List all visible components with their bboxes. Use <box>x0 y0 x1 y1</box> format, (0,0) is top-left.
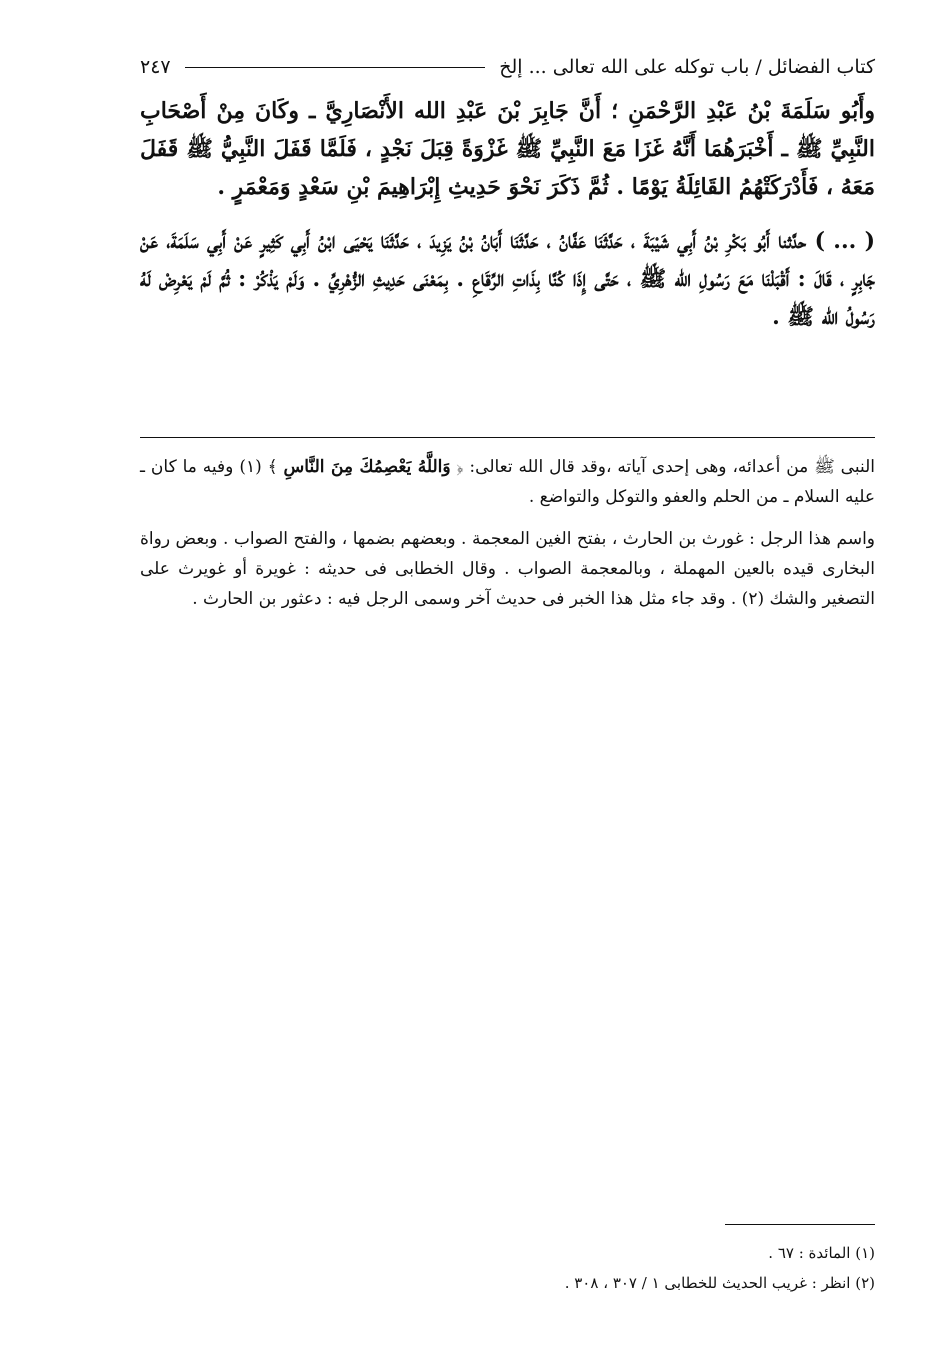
page-number: ٢٤٧ <box>140 56 171 78</box>
commentary-p1-start: النبى ﷺ من أعدائه، وهى إحدى آياته ،وقد قال الله تعالى: ﴿ <box>450 457 875 477</box>
hadith-paragraph-1: وأَبُو سَلَمَةَ بْنُ عَبْدِ الرَّحْمَنِ ؛ أَنَّ جَابِرَ بْنَ عَبْدِ الله الأَنْصَارِيَّ ـ وكَانَ مِنْ أَصْحَابِ النَّبِيِّ ﷺ ـ أَخْبَرَهُمَا أَنَّهُ غَزَا مَعَ النَّبِيِّ ﷺ غَزْوَةً قِبَلَ نَجْدٍ ، فَلَمَّا قَفَلَ النَّبِيُّ ﷺ قَفَلَ مَعَهُ ، فَأَدْرَكَتْهُمُ القَائِلَةُ يَوْمًا . ثُمَّ ذَكَرَ نَحْوَ حَدِيثِ إِبْرَاهِيمَ بْنِ سَعْدٍ وَمَعْمَرٍ . <box>140 98 875 200</box>
hadith-paragraph-2: ( ... ) حدَّثنا أَبُو بَكْرِ بْنُ أَبِي شَيْبَةَ ، حَدَّثَنَا عَفَّانُ ، حَدَّثَنَا أَبَانُ بْنُ يَزِيدَ ، حَدَّثَنَا يَحْيَى ابْنُ أَبِي كَثِيرٍ عَنْ أَبِي سَلَمَةَ، عَنْ جَابِرٍ ، قَالَ : أَقْبَلْنَا مَعَ رَسُولِ الله ﷺ ، حَتَّى إِذَا كُنَّا بِذَاتِ الرِّقَاعِ . بِمَعْنَى حَدِيثِ الزُّهْرِيِّ . وَلَمْ يَذْكُرْ : ثُمَّ لَمْ يَعْرِضْ لَهُ رَسُولُ الله ﷺ . <box>140 228 875 330</box>
footnote-2: (٢) انظر : غريب الحديث للخطابى ١ / ٣٠٧ ، ٣٠٨ . <box>564 1274 875 1292</box>
header-title: كتاب الفضائل / باب توكله على الله تعالى ... إلخ <box>499 56 875 78</box>
footnote-1: (١) المائدة : ٦٧ . <box>768 1244 875 1262</box>
commentary <box>140 452 875 626</box>
hadith-text <box>140 92 875 352</box>
header-rule <box>185 67 486 68</box>
commentary-paragraph-2: واسم هذا الرجل : غورث بن الحارث ، بفتح الغين المعجمة . وبعضهم بضمها ، والفتح الصواب . وبعض رواة البخارى قيده بالعين المهملة ، وبالمعجمة الصواب . وقال الخطابى فى حديثه : غويرة أو غويرث على التصغير والشك (٢) . وقد جاء مثل هذا الخبر فى حديث آخر وسمى الرجل فيه : دعثور بن الحارث . <box>140 529 875 609</box>
commentary-p1-end: ﴾ (١) وفيه ما كان ـ عليه السلام ـ من الحلم والعفو والتوكل والتواضع . <box>140 457 875 507</box>
commentary-separator <box>140 437 875 438</box>
footnote-separator <box>725 1224 875 1225</box>
running-header <box>140 52 875 82</box>
footnotes <box>440 1238 875 1298</box>
commentary-paragraph-1 <box>140 452 875 512</box>
quran-quote: وَاللَّهُ يَعْصِمُكَ مِنَ النَّاسِ <box>283 457 451 477</box>
